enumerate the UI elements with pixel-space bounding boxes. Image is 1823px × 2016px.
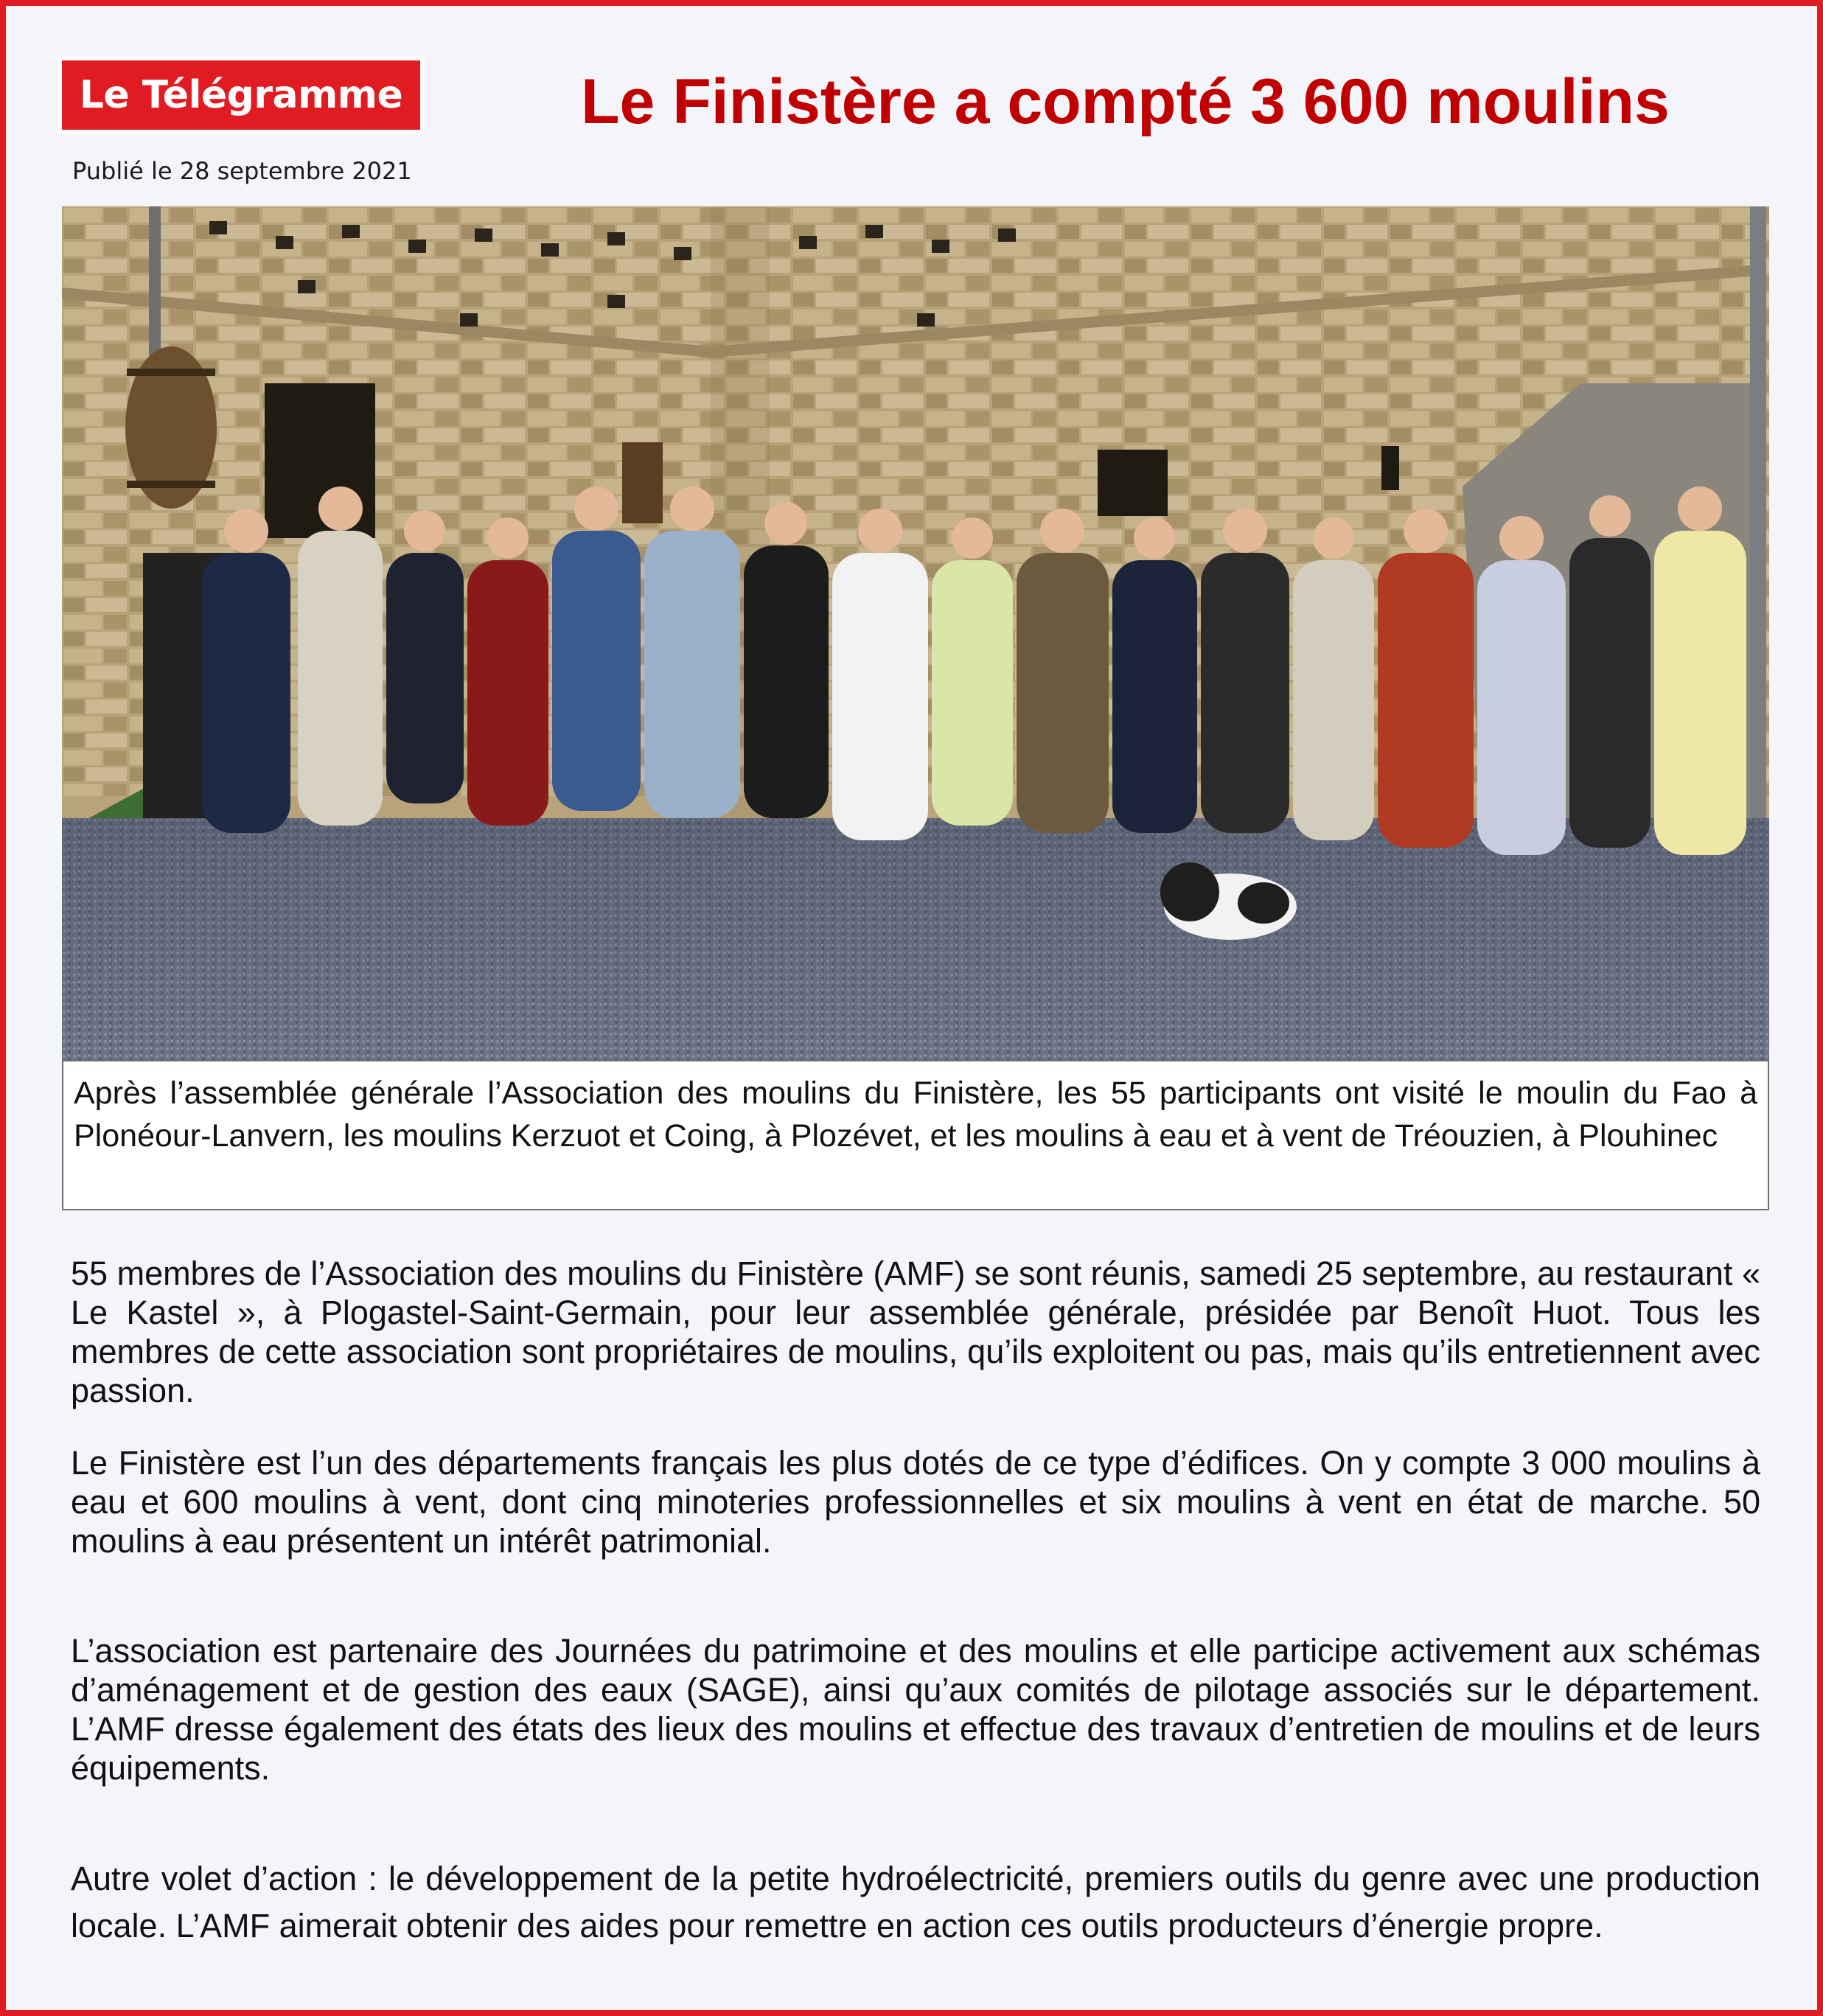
participants-group bbox=[202, 486, 1746, 855]
article-paragraph-3: L’association est partenaire des Journées du patrimoine et des moulins et elle participe activement aux schémas d’aménagement et de gestion des eaux (SAGE), ainsi qu’aux comités de pilotage associés sur le département. L’AMF dresse également des états des lieux des moulins et effectue des travaux d’entretien de moulins et de leurs équipements. bbox=[71, 1632, 1760, 1787]
headline: Le Finistère a compté 3 600 moulins bbox=[581, 66, 1670, 137]
logo-text: Le Télégramme bbox=[62, 60, 420, 130]
group-photo bbox=[62, 206, 1769, 1060]
photo-caption: Après l’assemblée générale l’Association des moulins du Finistère, les 55 participants ont visité le moulin du Fao à Plonéour-Lanvern, les moulins Kerzuot et Coing, à Plozévet, et les moulins à eau et à vent de Tréouzien, à Plouhinec bbox=[62, 1060, 1769, 1210]
group-photo-illustration bbox=[62, 206, 1769, 1060]
article-paragraph-4: Autre volet d’action : le développement de la petite hydroélectricité, premiers outils du genre avec une production locale. L’AMF aimerait obtenir des aides pour remettre en action ces outils producteurs d’énergie propre. bbox=[71, 1860, 1760, 1945]
newspaper-logo[interactable] bbox=[57, 56, 425, 134]
article-paragraph-2: Le Finistère est l’un des départements français les plus dotés de ce type d’édifices. On y compte 3 000 moulins à eau et 600 moulins à vent, dont cinq minoteries professionnelles et six moulins à vent en état de marche. 50 moulins à eau présentent un intérêt patrimonial. bbox=[71, 1444, 1760, 1560]
article-paragraph-1: 55 membres de l’Association des moulins du Finistère (AMF) se sont réunis, samedi 25 septembre, au restaurant « Le Kastel », à Plogastel-Saint-Germain, pour leur assemblée générale, présidée par Benoît Huot. Tous les membres de cette association sont propriétaires de moulins, qu’ils exploitent ou pas, mais qu’ils entretiennent avec passion. bbox=[71, 1255, 1760, 1409]
article-body bbox=[71, 1254, 1760, 1950]
publish-date: Publié le 28 septembre 2021 bbox=[72, 157, 412, 185]
